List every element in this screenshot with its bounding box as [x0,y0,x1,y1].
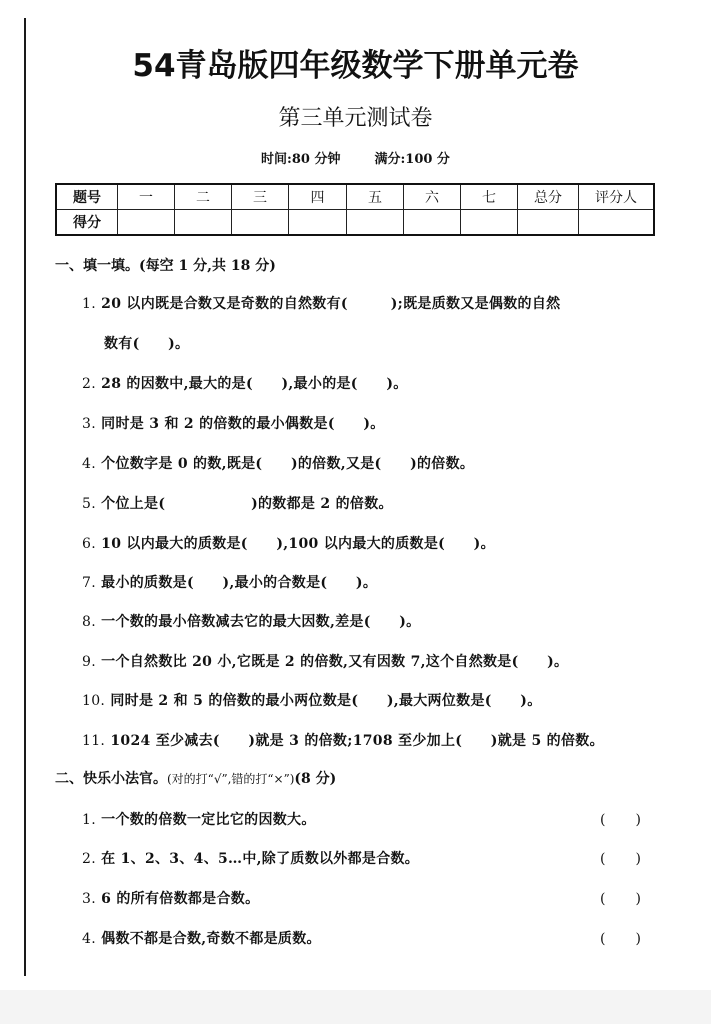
header-cell-6: 六 [404,184,461,210]
question-number: 8. [82,614,96,630]
header-cell-total: 总分 [518,184,579,210]
header-cell-3: 三 [232,184,289,210]
fill-question-7 [82,573,377,593]
fill-question-5 [82,494,393,514]
score-table [55,183,655,236]
judge-question-2 [82,849,419,869]
question-number: 6. [82,536,96,552]
header-cell-question-no: 题号 [56,184,118,210]
fill-question-1 [82,294,560,314]
question-text: 10 以内最大的质数是( ),100 以内最大的质数是( )。 [101,536,495,552]
page-bottom-edge [0,990,711,1024]
question-number: 2. [82,376,96,392]
fill-question-2 [82,374,408,394]
question-text: 个位上是( )的数都是 2 的倍数。 [101,496,393,512]
score-table-score-row [56,210,654,236]
section-2-title: 二、快乐小法官。 [55,771,167,787]
time-limit: 时间:80 分钟 [261,152,341,167]
question-text: 同时是 3 和 2 的倍数的最小偶数是( )。 [101,416,385,432]
answer-open-paren: ( [600,851,606,867]
fill-question-1-continuation: 数有( )。 [104,336,190,352]
question-text: 20 以内既是合数又是奇数的自然数有( );既是质数又是偶数的自然 [101,296,561,312]
score-cell-2[interactable] [175,210,232,236]
judge-question-4 [82,929,321,949]
question-text: 最小的质数是( ),最小的合数是( )。 [101,575,378,591]
question-text: 一个数的倍数一定比它的因数大。 [101,812,316,828]
question-number: 9. [82,654,96,670]
question-text: 同时是 2 和 5 的倍数的最小两位数是( ),最大两位数是( )。 [110,693,542,709]
header-cell-1: 一 [118,184,175,210]
fill-question-10 [82,691,542,711]
fill-question-11 [82,731,604,751]
judge-question-3 [82,889,259,909]
fill-question-3 [82,414,385,434]
exam-meta [0,150,711,170]
answer-close-paren: ) [635,851,641,867]
header-cell-7: 七 [461,184,518,210]
fill-question-4 [82,454,474,474]
score-cell-total[interactable] [518,210,579,236]
judge-answer-4[interactable] [600,929,641,949]
judge-answer-3[interactable] [600,889,641,909]
question-text: 28 的因数中,最大的是( ),最小的是( )。 [101,376,408,392]
question-number: 10. [82,693,106,709]
answer-open-paren: ( [600,931,606,947]
answer-close-paren: ) [635,891,641,907]
question-text: 个位数字是 0 的数,既是( )的倍数,又是( )的倍数。 [101,456,475,472]
answer-open-paren: ( [600,891,606,907]
full-score: 满分:100 分 [374,152,450,167]
score-cell-1[interactable] [118,210,175,236]
answer-close-paren: ) [635,812,641,828]
section-1-heading: 一、填一填。(每空 1 分,共 18 分) [55,258,276,274]
score-cell-5[interactable] [347,210,404,236]
answer-close-paren: ) [635,931,641,947]
judge-question-1 [82,810,316,830]
question-number: 3. [82,891,96,907]
question-number: 4. [82,456,96,472]
header-cell-4: 四 [289,184,347,210]
fill-question-6 [82,534,495,554]
judge-answer-2[interactable] [600,849,641,869]
score-cell-4[interactable] [289,210,347,236]
question-number: 3. [82,416,96,432]
score-table-header-row [56,184,654,210]
question-text: 6 的所有倍数都是合数。 [101,891,260,907]
document-title: 54青岛版四年级数学下册单元卷 [132,48,579,84]
score-cell-6[interactable] [404,210,461,236]
question-text: 在 1、2、3、4、5…中,除了质数以外都是合数。 [101,851,420,867]
score-row-label: 得分 [56,210,118,236]
document-subtitle: 第三单元测试卷 [278,106,433,131]
section-2-heading [55,769,336,789]
judge-answer-1[interactable] [600,810,641,830]
question-text: 一个数的最小倍数减去它的最大因数,差是( )。 [101,614,421,630]
question-text: 偶数不都是合数,奇数不都是质数。 [101,931,321,947]
score-cell-7[interactable] [461,210,518,236]
question-text: 一个自然数比 20 小,它既是 2 的倍数,又有因数 7,这个自然数是( )。 [101,654,569,670]
question-text: 1024 至少减去( )就是 3 的倍数;1708 至少加上( )就是 5 的倍数。 [110,733,604,749]
question-number: 1. [82,296,96,312]
header-cell-2: 二 [175,184,232,210]
score-cell-3[interactable] [232,210,289,236]
question-number: 11. [82,733,106,749]
score-cell-grader[interactable] [579,210,655,236]
question-number: 7. [82,575,96,591]
fill-question-9 [82,652,568,672]
answer-open-paren: ( [600,812,606,828]
question-number: 4. [82,931,96,947]
question-number: 2. [82,851,96,867]
fill-question-8 [82,612,420,632]
section-2-instruction: (对的打“√”,错的打“×”) [167,772,295,786]
section-2-points: (8 分) [294,771,337,787]
question-number: 5. [82,496,96,512]
question-number: 1. [82,812,96,828]
header-cell-grader: 评分人 [579,184,655,210]
header-cell-5: 五 [347,184,404,210]
